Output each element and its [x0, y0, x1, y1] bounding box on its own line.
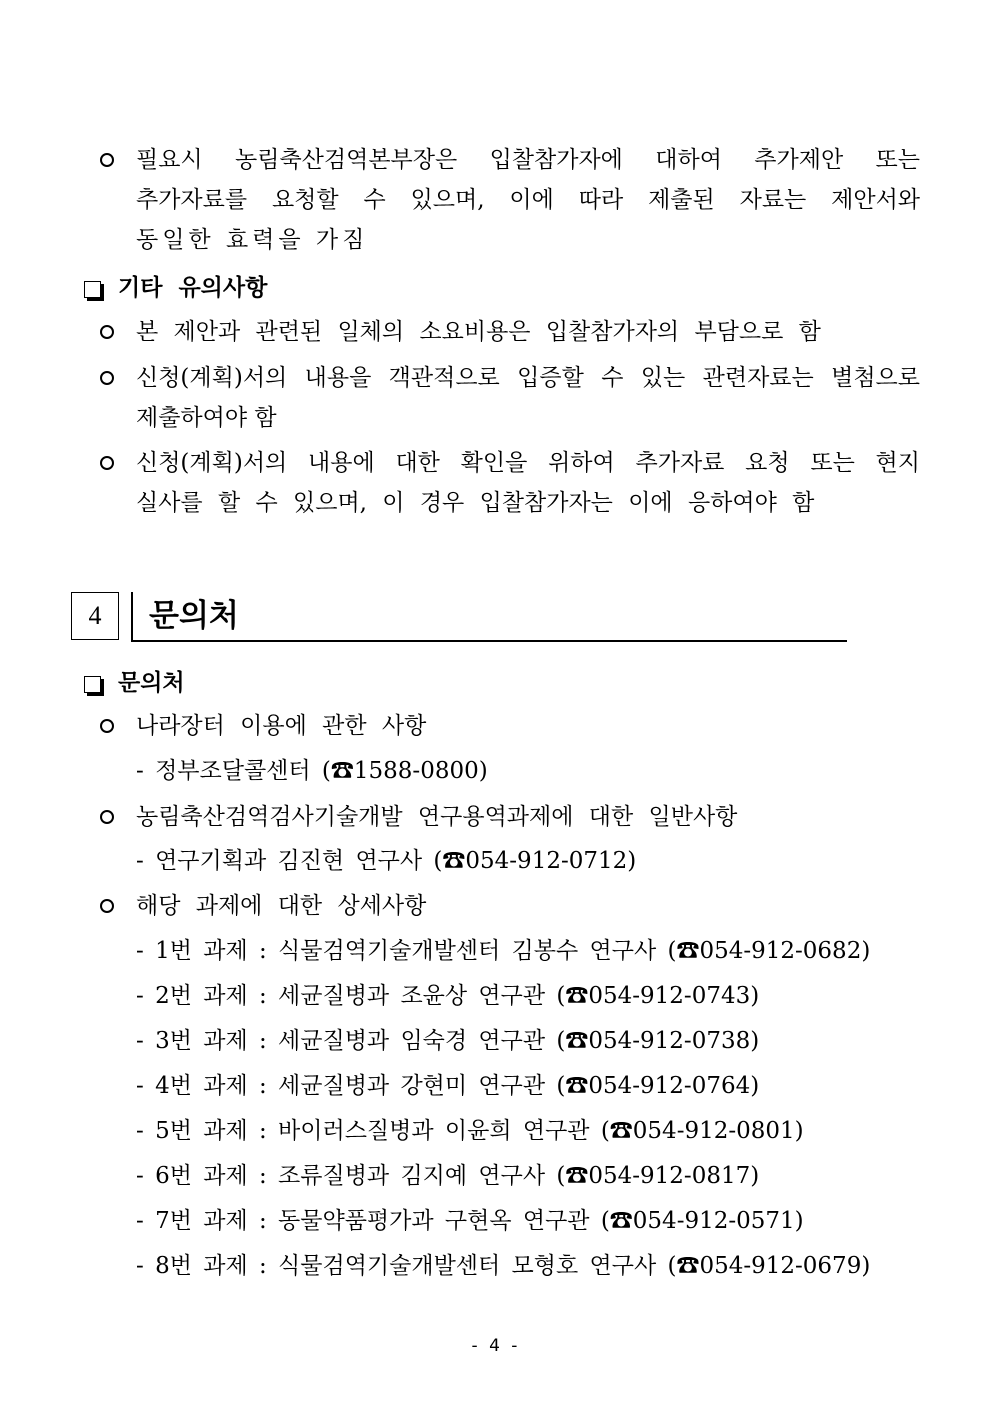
paragraph-line: 추가자료를 요청할 수 있으며, 이에 따라 제출된 자료는 제안서와	[136, 187, 920, 213]
contact-detail: - 6번 과제 : 조류질병과 김지예 연구사 (☎054-912-0817)	[136, 1163, 760, 1189]
list-item: 본 제안과 관련된 일체의 소요비용은 입찰참가자의 부담으로 함	[136, 319, 821, 345]
bullet-circle-icon	[100, 371, 114, 385]
contact-detail: - 3번 과제 : 세균질병과 임숙경 연구관 (☎054-912-0738)	[136, 1028, 760, 1054]
contact-group-title: 농림축산검역검사기술개발 연구용역과제에 대한 일반사항	[136, 804, 738, 830]
page-number: - 4 -	[471, 1336, 521, 1356]
contact-detail: - 1번 과제 : 식물검역기술개발센터 김봉수 연구사 (☎054-912-0682)	[136, 938, 871, 964]
paragraph-line: 동일한 효력을 가짐	[136, 227, 369, 253]
bullet-circle-icon	[100, 899, 114, 913]
contact-group-title: 나라장터 이용에 관한 사항	[136, 713, 427, 739]
contact-group-title: 해당 과제에 대한 상세사항	[136, 893, 427, 919]
contact-detail: - 5번 과제 : 바이러스질병과 이윤희 연구관 (☎054-912-0801)	[136, 1118, 804, 1144]
section-box-icon	[84, 676, 101, 693]
section-divider	[131, 592, 133, 642]
notes-heading: 기타 유의사항	[118, 275, 268, 301]
contact-detail: - 7번 과제 : 동물약품평가과 구현옥 연구관 (☎054-912-0571)	[136, 1208, 804, 1234]
bullet-circle-icon	[100, 325, 114, 339]
section-title: 문의처	[149, 598, 239, 634]
section-number: 4	[71, 592, 119, 640]
contact-heading: 문의처	[118, 670, 185, 696]
section-box-icon	[84, 281, 101, 298]
bullet-circle-icon	[100, 810, 114, 824]
list-item: 제출하여야 함	[136, 405, 277, 431]
list-item: 신청(계획)서의 내용을 객관적으로 입증할 수 있는 관련자료는 별첨으로	[136, 365, 920, 391]
list-item: 실사를 할 수 있으며, 이 경우 입찰참가자는 이에 응하여야 함	[136, 490, 815, 516]
contact-detail: - 연구기획과 김진현 연구사 (☎054-912-0712)	[136, 848, 637, 874]
contact-detail: - 8번 과제 : 식물검역기술개발센터 모형호 연구사 (☎054-912-0679)	[136, 1253, 871, 1279]
paragraph-line: 필요시 농림축산검역본부장은 입찰참가자에 대하여 추가제안 또는	[136, 147, 920, 173]
section-underline	[131, 640, 847, 642]
bullet-circle-icon	[100, 153, 114, 167]
contact-detail: - 2번 과제 : 세균질병과 조윤상 연구관 (☎054-912-0743)	[136, 983, 760, 1009]
contact-detail: - 4번 과제 : 세균질병과 강현미 연구관 (☎054-912-0764)	[136, 1073, 760, 1099]
bullet-circle-icon	[100, 719, 114, 733]
list-item: 신청(계획)서의 내용에 대한 확인을 위하여 추가자료 요청 또는 현지	[136, 450, 920, 476]
bullet-circle-icon	[100, 456, 114, 470]
contact-detail: - 정부조달콜센터 (☎1588-0800)	[136, 758, 488, 784]
